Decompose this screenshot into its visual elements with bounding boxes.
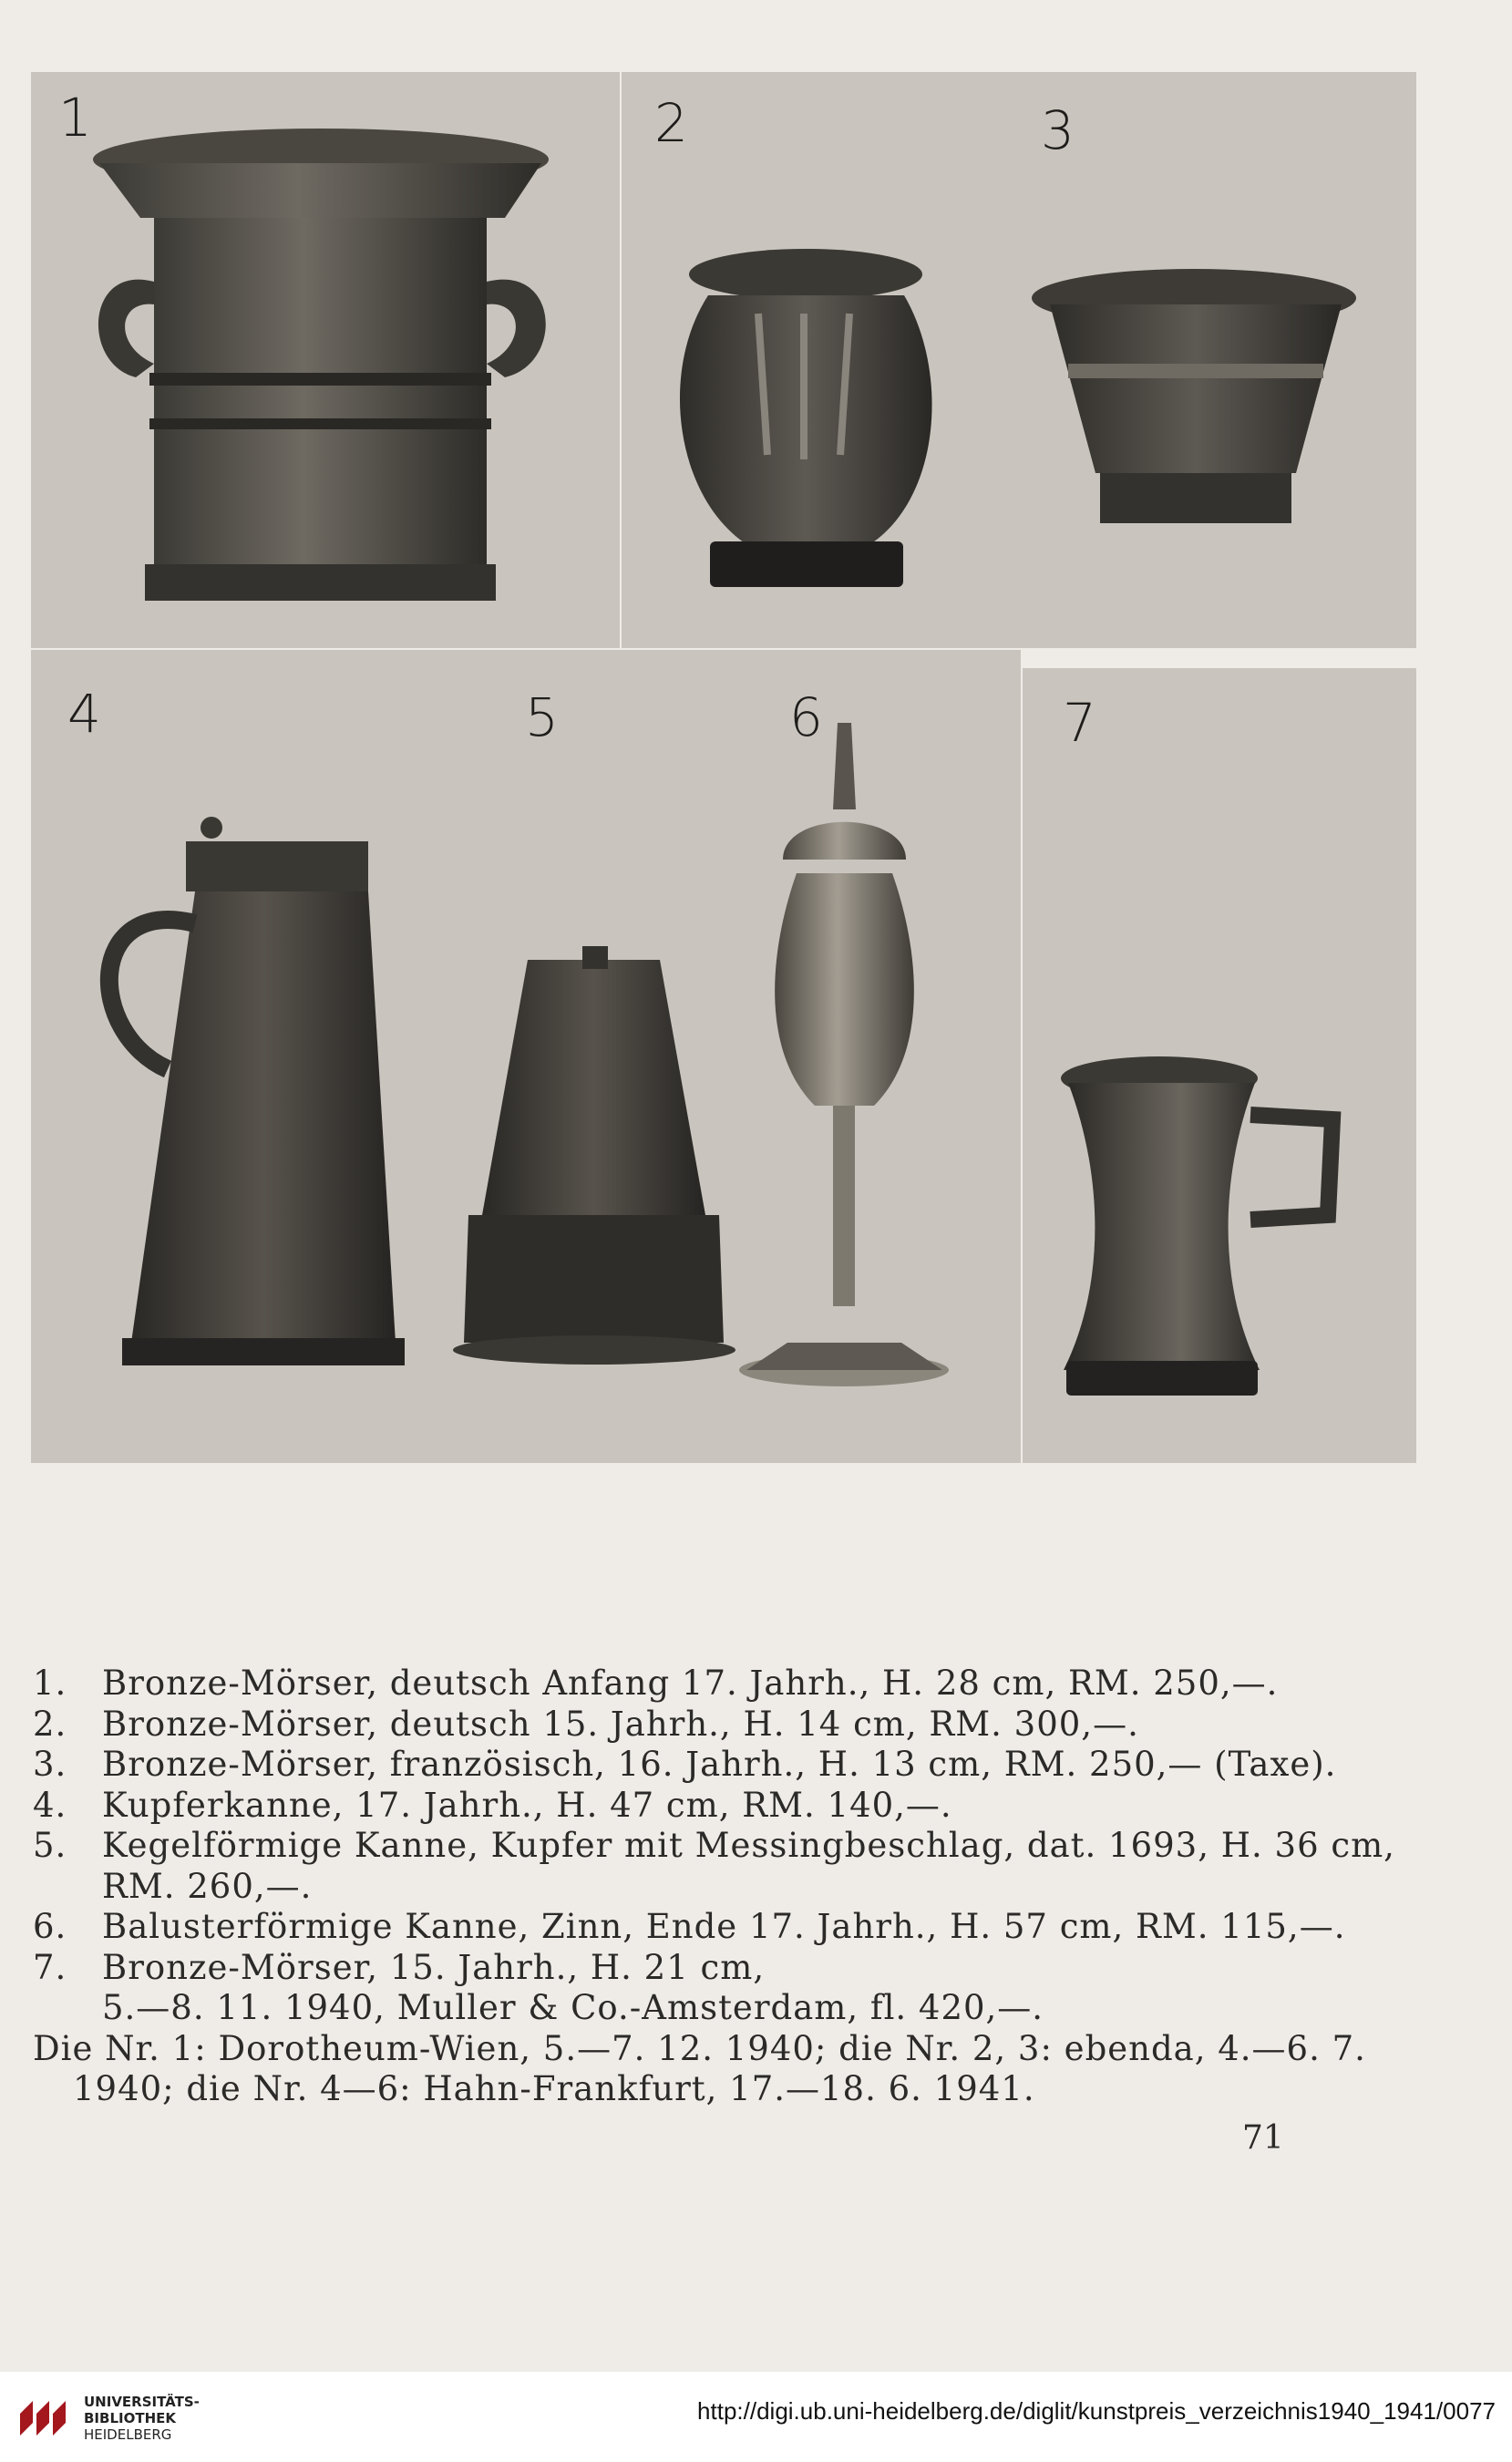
caption-text: Kegelförmige Kanne, Kupfer mit Messingbeschlag, dat. 1693, H. 36 cm, <box>102 1826 1395 1865</box>
library-name <box>84 2394 200 2443</box>
caption-item <box>33 1745 1473 1786</box>
caption-number: 5. <box>33 1826 67 1865</box>
caption-item <box>33 1948 1473 1989</box>
plate-number: 6 <box>789 686 823 748</box>
plate-number: 7 <box>1063 692 1096 754</box>
plate-1 <box>31 72 620 648</box>
caption-number: 2. <box>33 1704 67 1744</box>
plate-number: 5 <box>525 686 559 748</box>
caption-item <box>33 1826 1473 1867</box>
caption-item <box>33 1907 1473 1948</box>
plate-4-6 <box>31 650 1021 1463</box>
caption-text: Bronze-Mörser, französisch, 16. Jahrh., H. 13 cm, RM. 250,— (Taxe). <box>102 1745 1337 1784</box>
caption-text: Balusterförmige Kanne, Zinn, Ende 17. Jahrh., H. 57 cm, RM. 115,—. <box>102 1907 1346 1946</box>
caption-item <box>33 1664 1473 1705</box>
plate-number: 4 <box>67 683 101 745</box>
provenance-note-line: 1940; die Nr. 4—6: Hahn-Frankfurt, 17.—18. 6. 1941. <box>73 2069 1035 2108</box>
footer-bar <box>0 2372 1512 2462</box>
caption-number: 7. <box>33 1947 67 1987</box>
plate-2-3 <box>622 72 1416 648</box>
plate-7 <box>1023 668 1416 1463</box>
caption-item <box>33 1705 1473 1746</box>
caption-continuation: 5.—8. 11. 1940, Muller & Co.-Amsterdam, fl. 420,—. <box>102 1988 1044 2027</box>
caption-list <box>33 1664 1473 2110</box>
library-name-line: UNIVERSITÄTS- <box>84 2394 200 2410</box>
caption-text: Bronze-Mörser, deutsch Anfang 17. Jahrh., H. 28 cm, RM. 250,—. <box>102 1664 1279 1703</box>
caption-text: Kupferkanne, 17. Jahrh., H. 47 cm, RM. 140,—. <box>102 1785 952 1825</box>
library-name-line: BIBLIOTHEK <box>84 2410 176 2426</box>
mortar-7-image <box>1023 668 1416 1463</box>
jugs-4-6-image <box>31 650 1021 1463</box>
caption-number: 4. <box>33 1785 67 1825</box>
plate-number: 2 <box>654 92 688 154</box>
mortar-1-image <box>31 72 620 648</box>
page-number: 71 <box>1242 2119 1284 2157</box>
source-url-link[interactable]: http://digi.ub.uni-heidelberg.de/diglit/kunstpreis_verzeichnis1940_1941/0077 <box>697 2397 1496 2425</box>
caption-number: 6. <box>33 1907 67 1946</box>
library-name-line: HEIDELBERG <box>84 2426 172 2443</box>
plate-number: 3 <box>1041 99 1075 161</box>
provenance-note-line: Die Nr. 1: Dorotheum-Wien, 5.—7. 12. 1940; die Nr. 2, 3: ebenda, 4.—6. 7. <box>33 2028 1366 2068</box>
caption-text: Bronze-Mörser, deutsch 15. Jahrh., H. 14 cm, RM. 300,—. <box>102 1704 1139 1744</box>
caption-continuation: RM. 260,—. <box>102 1866 313 1906</box>
caption-text: Bronze-Mörser, 15. Jahrh., H. 21 cm, <box>102 1947 766 1987</box>
caption-item <box>33 1786 1473 1827</box>
plate-number: 1 <box>58 87 92 149</box>
library-logo-icon <box>16 2395 69 2439</box>
caption-number: 3. <box>33 1745 67 1784</box>
mortars-2-3-image <box>622 72 1416 648</box>
caption-number: 1. <box>33 1664 67 1703</box>
